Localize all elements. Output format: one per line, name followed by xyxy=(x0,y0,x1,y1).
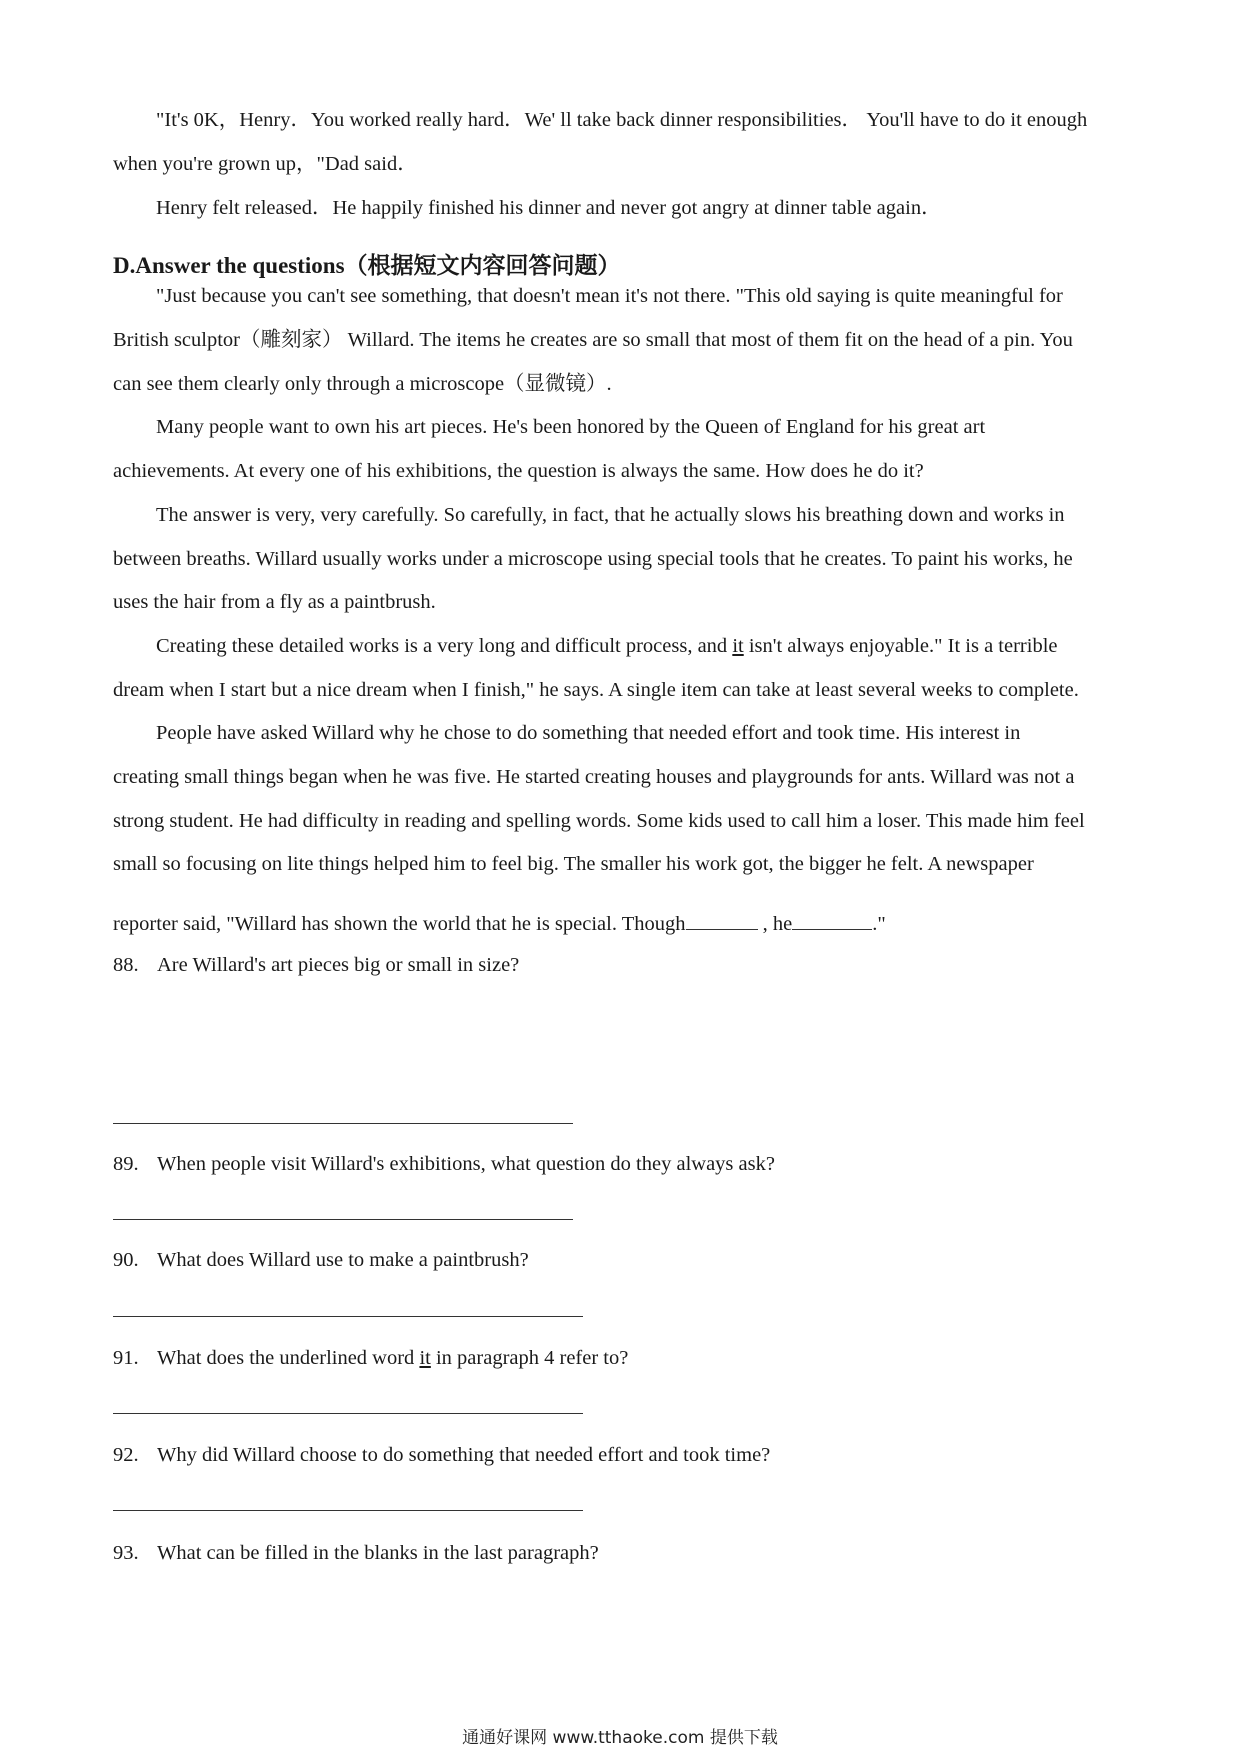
text-segment: isn't always enjoyable." It is a terrible xyxy=(743,635,1058,657)
underlined-word: it xyxy=(419,1347,431,1369)
question-text: What can be filled in the blanks in the last paragraph? xyxy=(157,1542,599,1564)
question-91 xyxy=(113,1346,628,1370)
paragraph-line: Henry felt released．He happily finished his dinner and never got angry at dinner table again． xyxy=(156,197,942,219)
paragraph-line: creating small things began when he was five. He started creating houses and playgrounds for ants. Willard was not a xyxy=(113,766,1075,788)
question-text: Are Willard's art pieces big or small in size? xyxy=(157,954,520,976)
paragraph-line: The answer is very, very carefully. So carefully, in fact, that he actually slows his breathing down and works in xyxy=(156,504,1065,526)
paragraph-line: can see them clearly only through a microscope（显微镜）. xyxy=(113,373,612,395)
paragraph-line: between breaths. Willard usually works under a microscope using special tools that he creates. To paint his works, he xyxy=(113,548,1073,570)
question-text: What does the underlined word xyxy=(157,1347,420,1369)
question-number: 90. xyxy=(113,1249,139,1271)
question-text: When people visit Willard's exhibitions, what question do they always ask? xyxy=(157,1153,775,1175)
answer-line[interactable] xyxy=(113,1219,573,1220)
question-text: What does Willard use to make a paintbrush? xyxy=(157,1249,529,1271)
fill-blank[interactable] xyxy=(792,911,872,930)
text-segment: , he xyxy=(757,913,793,935)
paragraph-line: strong student. He had difficulty in reading and spelling words. Some kids used to call him a loser. This made him feel xyxy=(113,810,1085,832)
question-92 xyxy=(113,1443,770,1467)
answer-line[interactable] xyxy=(113,1123,573,1124)
paragraph-line: dream when I start but a nice dream when I finish," he says. A single item can take at least several weeks to complete. xyxy=(113,679,1079,701)
question-number: 92. xyxy=(113,1444,139,1466)
question-88 xyxy=(113,953,519,977)
answer-line[interactable] xyxy=(113,1510,583,1511)
paragraph-line: British sculptor（雕刻家） Willard. The items he creates are so small that most of them fit on the head of a pin. You xyxy=(113,329,1073,351)
question-90 xyxy=(113,1248,529,1272)
question-93 xyxy=(113,1541,599,1565)
section-heading: D.Answer the questions（根据短文内容回答问题） xyxy=(113,253,621,278)
paragraph-line: "Just because you can't see something, that doesn't mean it's not there. "This old saying is quite meaningful for xyxy=(156,285,1063,307)
paragraph-line: Many people want to own his art pieces. He's been honored by the Queen of England for his great art xyxy=(156,416,986,438)
fill-blank[interactable] xyxy=(686,911,758,930)
question-number: 89. xyxy=(113,1153,139,1175)
question-text: in paragraph 4 refer to? xyxy=(430,1347,629,1369)
paragraph-line: "It's 0K，Henry．You worked really hard．We' ll take back dinner responsibilities． You'll have to do it enough xyxy=(156,109,1088,131)
text-segment: ." xyxy=(872,913,886,935)
question-number: 93. xyxy=(113,1542,139,1564)
question-number: 88. xyxy=(113,954,139,976)
question-number: 91. xyxy=(113,1347,139,1369)
paragraph-line xyxy=(156,634,1058,658)
paragraph-line: achievements. At every one of his exhibitions, the question is always the same. How does he do it? xyxy=(113,460,924,482)
paragraph-line: when you're grown up，"Dad said． xyxy=(113,153,418,175)
paragraph-line: People have asked Willard why he chose to do something that needed effort and took time. His interest in xyxy=(156,722,1021,744)
underlined-word: it xyxy=(732,635,744,657)
paragraph-line: uses the hair from a fly as a paintbrush. xyxy=(113,591,436,613)
answer-line[interactable] xyxy=(113,1316,583,1317)
question-89 xyxy=(113,1152,775,1176)
text-segment: reporter said, "Willard has shown the world that he is special. Though xyxy=(113,913,686,935)
text-segment: Creating these detailed works is a very long and difficult process, and xyxy=(156,635,733,657)
answer-line[interactable] xyxy=(113,1413,583,1414)
paragraph-line: small so focusing on lite things helped him to feel big. The smaller his work got, the bigger he felt. A newspaper xyxy=(113,853,1034,875)
page-footer: 通通好课网 www.tthaoke.com 提供下载 xyxy=(462,1728,778,1748)
paragraph-line xyxy=(113,911,886,936)
question-text: Why did Willard choose to do something that needed effort and took time? xyxy=(157,1444,771,1466)
